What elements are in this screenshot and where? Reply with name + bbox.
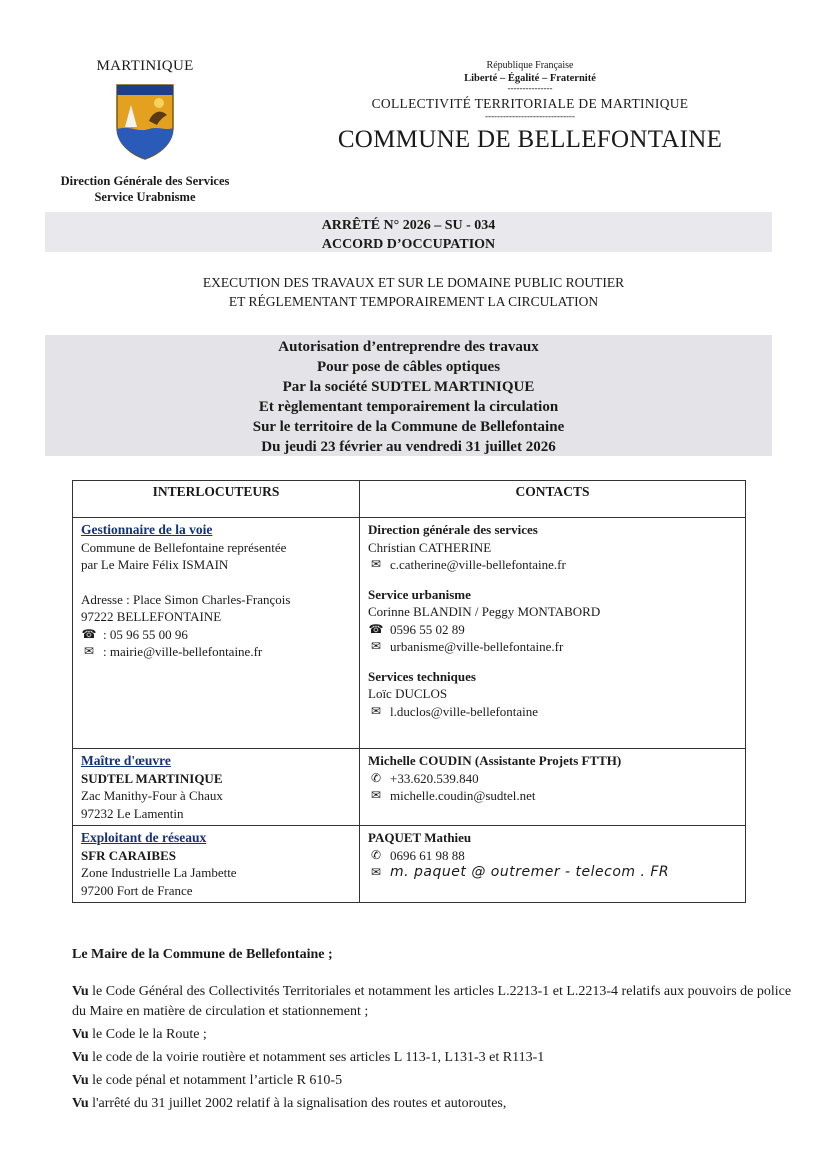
vu-label: Vu (72, 984, 89, 999)
body-text (72, 945, 792, 1117)
arrete-subject (45, 273, 782, 311)
service-label: Service Urabnisme (94, 190, 196, 204)
phone-line (81, 626, 351, 644)
city-text: 97200 Fort de France (81, 882, 193, 898)
phone-icon: ✆ (370, 770, 382, 785)
separator: --------------- (507, 83, 553, 93)
auth-line: Et règlementant temporairement la circulation (258, 399, 559, 415)
email-text: urbanisme@ville-bellefontaine.fr (390, 639, 564, 654)
email-line (368, 638, 737, 656)
phone-text: : 05 96 55 00 96 (103, 626, 188, 642)
subject-line: EXECUTION DES TRAVAUX ET SUR LE DOMAINE PUBLIC ROUTIER (202, 275, 625, 290)
contact-name: Loïc DUCLOS (368, 686, 448, 701)
email-line (81, 643, 351, 661)
header-right (330, 60, 730, 154)
subject-line: ET RÉGLEMENTANT TEMPORAIREMENT LA CIRCULATION (228, 294, 599, 309)
role-label: Maître d'œuvre (81, 753, 171, 768)
auth-line: Par la société SUDTEL MARTINIQUE (282, 379, 535, 395)
vu-paragraph (72, 1048, 792, 1068)
email-text: l.duclos@ville-bellefontaine (390, 703, 539, 719)
header-contacts: CONTACTS (360, 481, 746, 518)
vu-label: Vu (72, 1073, 89, 1088)
contact-name: Christian CATHERINE (368, 539, 492, 555)
city-text: 97222 BELLEFONTAINE (81, 609, 222, 624)
phone-icon: ✆ (370, 847, 382, 862)
email-line (368, 556, 737, 574)
vu-label: Vu (72, 1027, 89, 1042)
contact-name: PAQUET Mathieu (368, 830, 472, 845)
contact-title: Direction générale des services (368, 522, 538, 537)
cell-text: par Le Maire Félix ISMAIN (81, 557, 229, 572)
phone-line (368, 770, 737, 788)
vu-paragraph (72, 1025, 792, 1045)
envelope-icon: ✉ (370, 703, 382, 718)
region-name: MARTINIQUE (96, 58, 194, 74)
contacts-table (72, 480, 746, 903)
vu-paragraph (72, 982, 792, 1022)
republique-label: République Française (486, 60, 574, 71)
vu-paragraph (72, 1094, 792, 1114)
address-text: Zac Manithy-Four à Chaux (81, 788, 223, 803)
header-interlocuteurs: INTERLOCUTEURS (73, 481, 360, 518)
address-text: Zone Industrielle La Jambette (81, 865, 237, 880)
vu-label: Vu (72, 1096, 89, 1111)
email-line (368, 703, 737, 721)
vu-text: le code pénal et notamment l’article R 610-5 (88, 1073, 343, 1088)
authorization-band (45, 335, 772, 456)
table-row (73, 826, 746, 903)
email-text: c.catherine@ville-bellefontaine.fr (390, 557, 566, 572)
contact-name: Corinne BLANDIN / Peggy MONTABORD (368, 604, 601, 619)
email-text: : mairie@ville-bellefontaine.fr (103, 644, 263, 659)
phone-line (368, 621, 737, 639)
email-text: michelle.coudin@sudtel.net (390, 788, 536, 803)
auth-line: Autorisation d’entreprendre des travaux (278, 339, 539, 355)
header-left (40, 58, 250, 205)
phone-text: 0696 61 98 88 (390, 847, 465, 863)
table-header-row (73, 481, 746, 518)
vu-label: Vu (72, 1050, 89, 1065)
auth-line: Du jeudi 23 février au vendredi 31 juillet 2026 (261, 439, 556, 455)
maire-heading: Le Maire de la Commune de Bellefontaine ; (72, 947, 333, 962)
arrete-type: ACCORD D’OCCUPATION (321, 237, 496, 252)
email-line (368, 787, 737, 805)
envelope-icon: ✉ (370, 639, 382, 653)
contact-name: Michelle COUDIN (Assistante Projets FTTH) (368, 753, 622, 768)
collectivite-label: COLLECTIVITÉ TERRITORIALE DE MARTINIQUE (371, 96, 689, 111)
devise-label: Liberté – Égalité – Fraternité (464, 73, 596, 84)
envelope-icon: ✉ (370, 557, 382, 571)
vu-paragraph (72, 1071, 792, 1091)
vu-text: le Code le la Route ; (88, 1027, 207, 1042)
contact-title: Service urbanisme (368, 586, 471, 602)
table-row (73, 749, 746, 826)
company-name: SFR CARAIBES (81, 847, 176, 863)
handwritten-email: m. paquet @ outremer - telecom . FR (390, 864, 670, 880)
phone-text: +33.620.539.840 (390, 770, 479, 786)
phone-line (368, 847, 737, 865)
phone-icon: ☎ (368, 621, 384, 636)
city-text: 97232 Le Lamentin (81, 805, 184, 821)
envelope-icon: ✉ (370, 788, 382, 802)
arrete-band (45, 212, 772, 252)
cell-text: Commune de Bellefontaine représentée (81, 539, 287, 555)
envelope-icon: ✉ (83, 644, 95, 658)
auth-line: Pour pose de câbles optiques (316, 359, 501, 375)
vu-text: l'arrêté du 31 juillet 2002 relatif à la signalisation des routes et autoroutes, (88, 1096, 507, 1111)
table-row (73, 518, 746, 749)
company-name: SUDTEL MARTINIQUE (81, 770, 223, 786)
phone-text: 0596 55 02 89 (390, 621, 465, 637)
role-label: Exploitant de réseaux (81, 830, 207, 845)
address-text: Adresse : Place Simon Charles-François (81, 591, 291, 607)
vu-text: le Code Général des Collectivités Territoriales et notamment les articles L.2213-1 et L.2213-4 relatifs aux pouvoirs de police du Maire en matière de circulation et stationnement ; (72, 984, 792, 1019)
vu-text: le code de la voirie routière et notamment ses articles L 113-1, L131-3 et R113-1 (88, 1050, 545, 1065)
separator: ------------------------------ (485, 111, 575, 121)
phone-icon: ☎ (81, 626, 97, 641)
arrete-number: ARRÊTÉ N° 2026 – SU - 034 (321, 218, 496, 233)
bellefontaine-crest-logo (113, 81, 177, 161)
direction-label: Direction Générale des Services (60, 174, 230, 188)
envelope-icon: ✉ (370, 865, 382, 879)
role-label: Gestionnaire de la voie (81, 522, 213, 537)
commune-title: COMMUNE DE BELLEFONTAINE (337, 126, 723, 153)
contact-title: Services techniques (368, 668, 476, 684)
auth-line: Sur le territoire de la Commune de Bellefontaine (252, 419, 565, 435)
email-line (368, 864, 737, 882)
